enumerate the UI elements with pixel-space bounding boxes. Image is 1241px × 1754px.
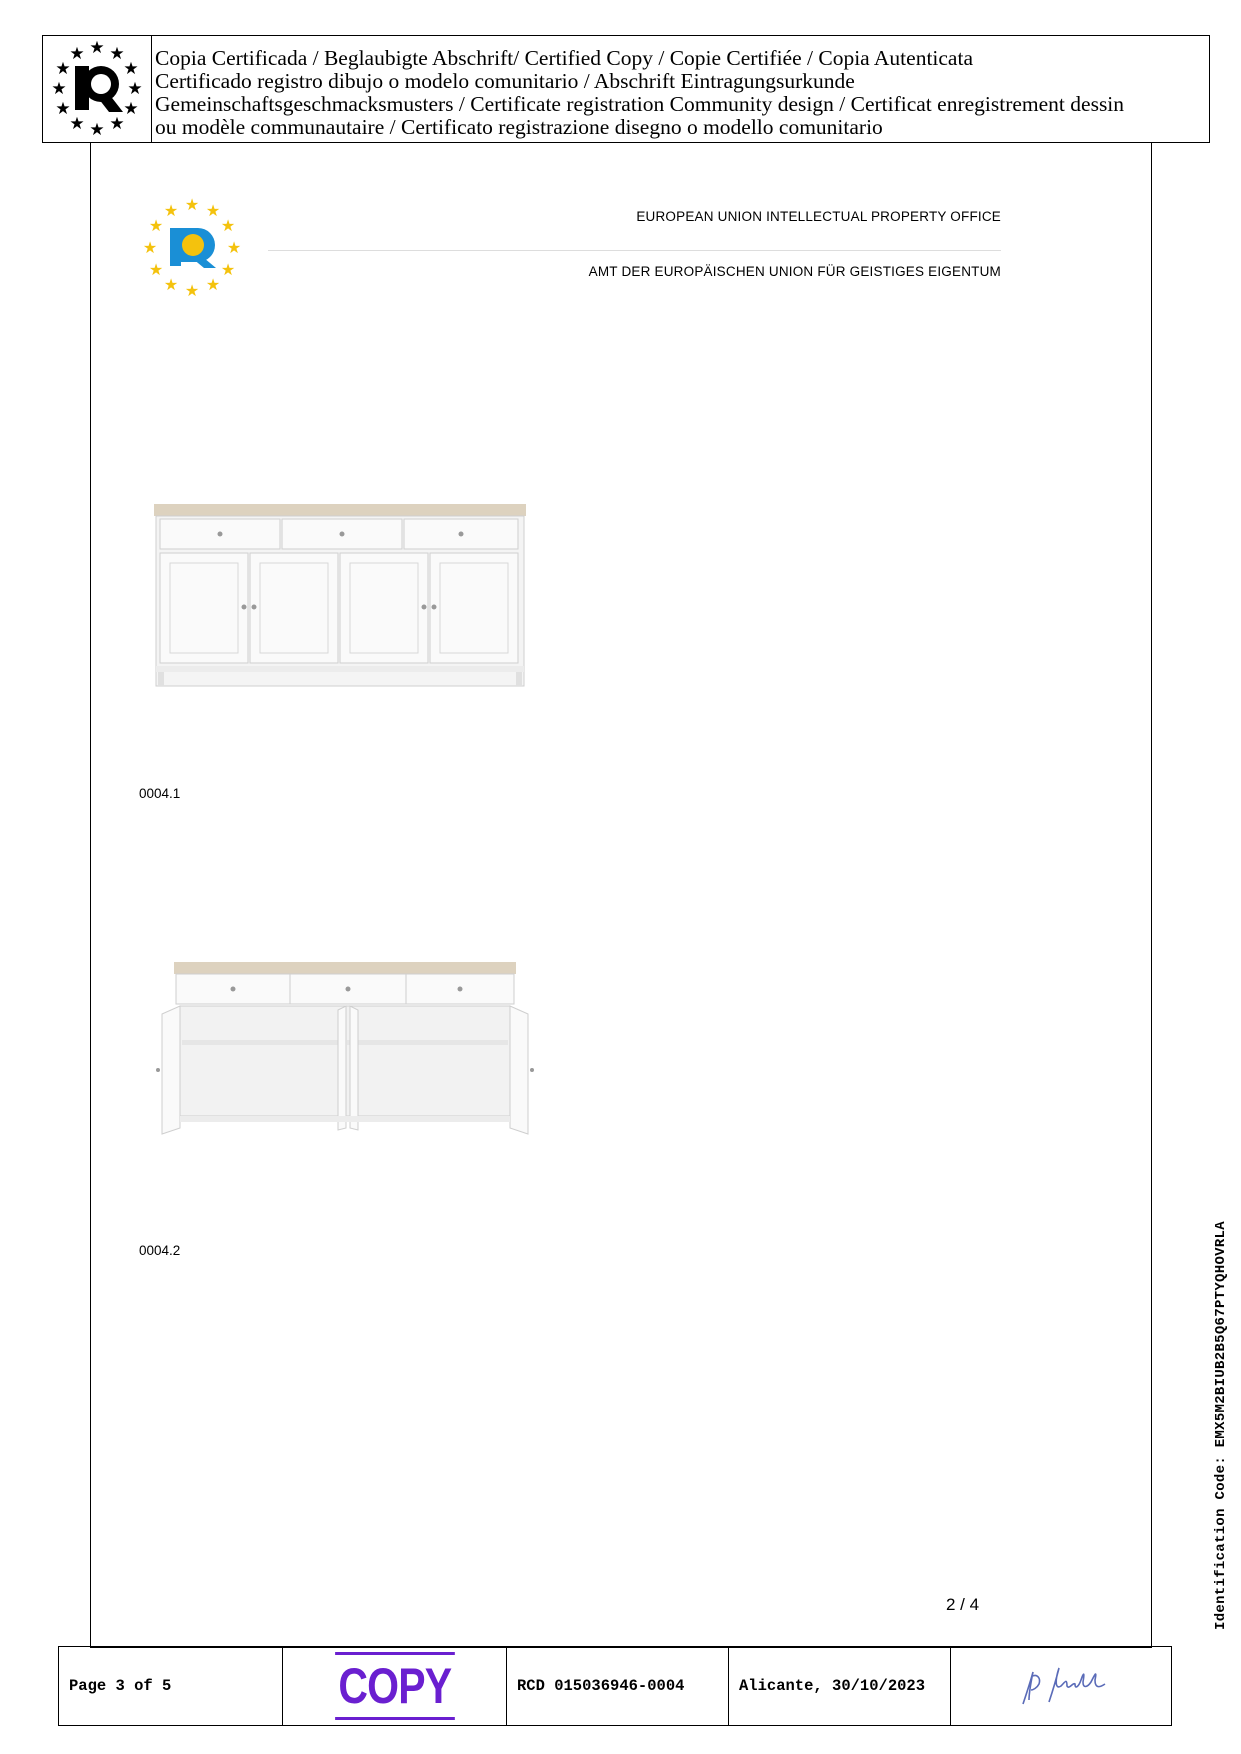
- design-number: 0004.2: [139, 1243, 181, 1258]
- svg-text:★: ★: [184, 196, 200, 214]
- rcd-number: RCD 015036946-0004: [517, 1677, 685, 1695]
- svg-text:★: ★: [184, 281, 200, 300]
- svg-text:★: ★: [51, 79, 67, 99]
- copy-stamp: COPY: [335, 1652, 454, 1720]
- svg-text:★: ★: [220, 260, 236, 279]
- certificate-title-line: ou modèle communautaire / Certificato registrazione disegno o modello comunitario: [155, 115, 883, 139]
- footer-page-count: Page 3 of 5: [69, 1677, 172, 1695]
- svg-text:★: ★: [109, 44, 125, 64]
- svg-text:★: ★: [55, 99, 71, 119]
- svg-text:★: ★: [69, 44, 85, 64]
- design-image-sideboard-closed: [150, 500, 530, 695]
- certification-footer: [58, 1646, 1172, 1726]
- svg-text:★: ★: [148, 216, 164, 235]
- svg-text:★: ★: [205, 201, 221, 220]
- footer-stamp-cell: [283, 1647, 507, 1725]
- signature-image: [1001, 1656, 1121, 1716]
- euipo-logo: [140, 196, 244, 300]
- svg-text:★: ★: [148, 260, 164, 279]
- page-number: 2 / 4: [946, 1595, 980, 1614]
- svg-text:★: ★: [89, 120, 105, 140]
- identification-code: Identification Code: EMX5M2BIUB2B5Q67PTYQHOVRLA: [1213, 1221, 1229, 1630]
- certificate-title-line: Copia Certificada / Beglaubigte Abschrift/ Certified Copy / Copie Certifiée / Copia Autenticata: [155, 46, 973, 70]
- office-name-en: EUROPEAN UNION INTELLECTUAL PROPERTY OFFICE: [636, 209, 1001, 224]
- svg-text:★: ★: [142, 238, 158, 257]
- svg-text:★: ★: [127, 79, 143, 99]
- certificate-title: [155, 47, 1205, 139]
- svg-text:★: ★: [89, 38, 105, 58]
- svg-text:★: ★: [163, 275, 179, 294]
- divider: [268, 250, 1001, 251]
- svg-text:★: ★: [220, 216, 236, 235]
- svg-text:★: ★: [123, 99, 139, 119]
- svg-text:★: ★: [69, 114, 85, 134]
- eu-stars-logo: [43, 36, 152, 142]
- footer-signature-cell: [951, 1647, 1171, 1725]
- svg-text:★: ★: [163, 201, 179, 220]
- certified-copy-header: [42, 35, 1210, 143]
- office-name-de: AMT DER EUROPÄISCHEN UNION FÜR GEISTIGES EIGENTUM: [588, 264, 1001, 279]
- footer-rcd-cell: [507, 1647, 729, 1725]
- svg-text:★: ★: [109, 114, 125, 134]
- design-image-sideboard-open: [150, 958, 540, 1153]
- svg-text:★: ★: [226, 238, 242, 257]
- footer-page-cell: [59, 1647, 283, 1725]
- place-date: Alicante, 30/10/2023: [739, 1677, 926, 1695]
- certificate-title-line: Certificado registro dibujo o modelo comunitario / Abschrift Eintragungsurkunde: [155, 69, 855, 93]
- svg-text:★: ★: [205, 275, 221, 294]
- design-number: 0004.1: [139, 786, 181, 801]
- footer-place-date-cell: [729, 1647, 951, 1725]
- page-frame: [90, 143, 1152, 1648]
- svg-text:★: ★: [55, 59, 71, 79]
- certificate-title-line: Gemeinschaftsgeschmacksmusters / Certificate registration Community design / Certificat enregistrement dessin: [155, 92, 1125, 116]
- svg-text:★: ★: [123, 59, 139, 79]
